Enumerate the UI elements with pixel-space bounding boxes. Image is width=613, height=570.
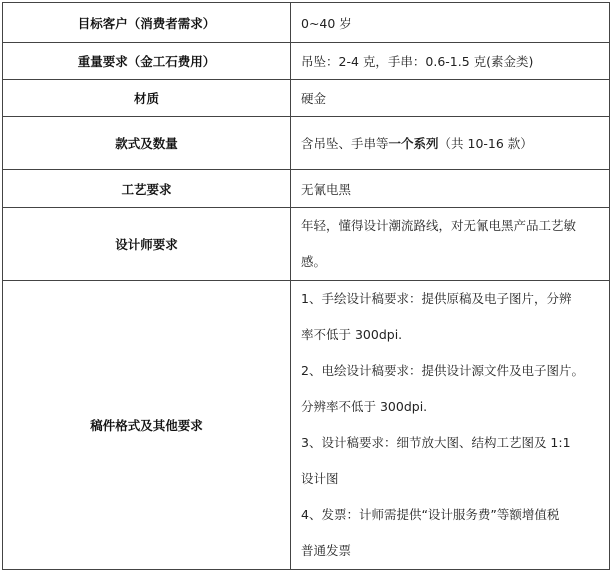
row-label: 工艺要求 [3,170,291,208]
value-text: 含吊坠、手串等 [301,136,389,151]
value-line: 2、电绘设计稿要求：提供设计源文件及电子图片。 [301,363,584,378]
value-line: 分辨率不低于 300dpi. [301,399,428,414]
value-line: 普通发票 [301,543,352,558]
value-text: （共 10-16 款） [438,136,533,151]
table-row [3,80,610,117]
table-row [3,3,610,43]
row-label: 材质 [3,80,291,117]
row-value: 0~40 岁 [291,3,610,43]
table-row [3,170,610,208]
value-emphasis: 一个系列 [388,136,439,151]
row-label: 设计师要求 [3,208,291,281]
table-row [3,117,610,170]
value-line: 4、发票：计师需提供“设计服务费”等额增值税 [301,507,560,522]
value-line: 设计图 [301,471,339,486]
row-value [291,281,610,570]
row-label: 稿件格式及其他要求 [3,281,291,570]
row-value: 吊坠：2-4 克，手串：0.6-1.5 克(素金类) [291,43,610,80]
row-label: 目标客户（消费者需求） [3,3,291,43]
row-value: 硬金 [291,80,610,117]
value-line: 感。 [301,254,327,269]
value-line: 率不低于 300dpi. [301,327,403,342]
table-row [3,281,610,570]
table-row [3,43,610,80]
row-value [291,208,610,281]
value-line: 3、设计稿要求：细节放大图、结构工艺图及 1:1 [301,435,571,450]
requirements-table [2,2,610,570]
table-row [3,208,610,281]
value-line: 年轻，懂得设计潮流路线，对无氰电黑产品工艺敏 [301,218,577,233]
row-value [291,117,610,170]
row-label: 款式及数量 [3,117,291,170]
row-value: 无氰电黑 [291,170,610,208]
value-line: 1、手绘设计稿要求：提供原稿及电子图片，分辨 [301,291,572,306]
row-label: 重量要求（金工石费用） [3,43,291,80]
